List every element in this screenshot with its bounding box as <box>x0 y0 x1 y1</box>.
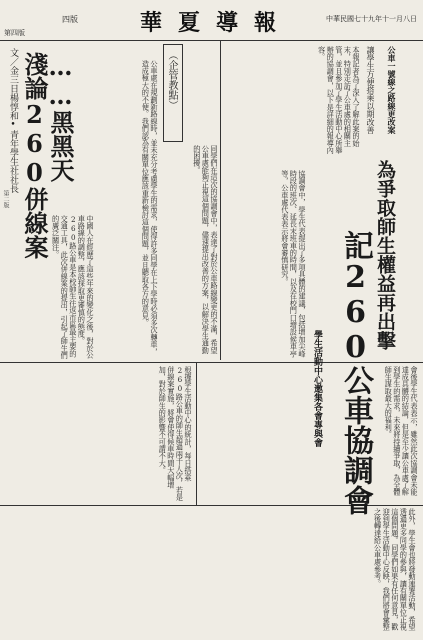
page-label: 四版 <box>62 15 78 24</box>
masthead <box>0 0 423 41</box>
lower-center-rule <box>196 363 197 505</box>
right-column-lower: 會後學生代表表示，雖然此次協調會未能達成具體的結論，但是至少讓公車處了解到學生的需求，未來將持續爭取，為全體師生謀取最大的福利。 <box>384 366 419 496</box>
left-article-title-line2: 淺論260併線案 <box>20 52 49 259</box>
mid-column-lower: 根據學生活動中心的統計，每日搭乘260路公車的師生超過兩千人次，若是併線案實施，將會使得候車時間大幅增加，對於師生的影響不可謂不大。 <box>158 366 193 501</box>
left-article-author: 文／金三日楊惇和•青年學生社社長 <box>8 48 18 193</box>
left-column-upper: 中國人在經歷了這些年來的變化之後，對於公車路線的調整，應該採取更審慎的態度。260路公車是本校師生往返市區最主要的交通工具，此次併線案的提出，引起了師生們的廣泛關注。 <box>51 215 95 359</box>
issue-label: 第四版 <box>4 29 25 37</box>
bottom-band-text: 此外，學生會也將發動連署活動，希望透過更多同學的參與，讓有關單位正視這個問題。同學們如果有任何意見，歡迎到學生活動中心反映，我們將會彙整之後轉達給公車處參考。 <box>373 508 417 631</box>
section-label: （企管教點） <box>166 50 177 110</box>
margin-note: 第二版 <box>2 190 9 208</box>
mid-column-upper: 同學們在這次的協調會中，表達了對於公車路線變更的不滿，希望公車處能夠正視這個問題，儘速提出改善的方案，以解決學生通勤的困擾。 <box>192 145 219 354</box>
left-column-middle: 公車處在規劃新路線時，並未充分考慮學生的需求，使得許多同學在上下學時必須多次轉車，造成極大的不便。我們認為有關單位應該重新檢討這個問題，並且聽取各方的意見。 <box>141 60 159 356</box>
right-column-upper: 本報記者為了深入了解此案的始末，特別走訪了公車處的相關主管，並且參加了學生活動中心所舉辦的協調會，以下是詳細的報導內容。 <box>317 46 361 154</box>
center-rule <box>220 40 221 360</box>
date-line: 中華民國七十九年十一月八日 <box>326 15 417 23</box>
right-top-note-2: 讓學生方便搭乘以期改善 <box>366 46 375 134</box>
right-article-kicker: 為爭取師生權益再出擊 <box>374 160 396 350</box>
right-column-middle: 協調會中，學生代表提出了多項具體的建議，包括增加尖峰時段的班次、延長末班車的時間，以及在校門口增設候車亭等，公車處代表表示將會審慎研究。 <box>280 170 307 358</box>
paper-name: 華夏導報 <box>140 10 293 36</box>
right-top-note-1: 公車一號線之路線更改案 <box>387 46 397 134</box>
right-article-subhead: 學生活動中心邀集各會專與會 <box>312 330 322 447</box>
right-article-headline: 記260公車協調會 <box>338 230 373 515</box>
left-article-title-line1: ……黑黑天 <box>46 52 75 182</box>
top-rule <box>0 40 423 41</box>
